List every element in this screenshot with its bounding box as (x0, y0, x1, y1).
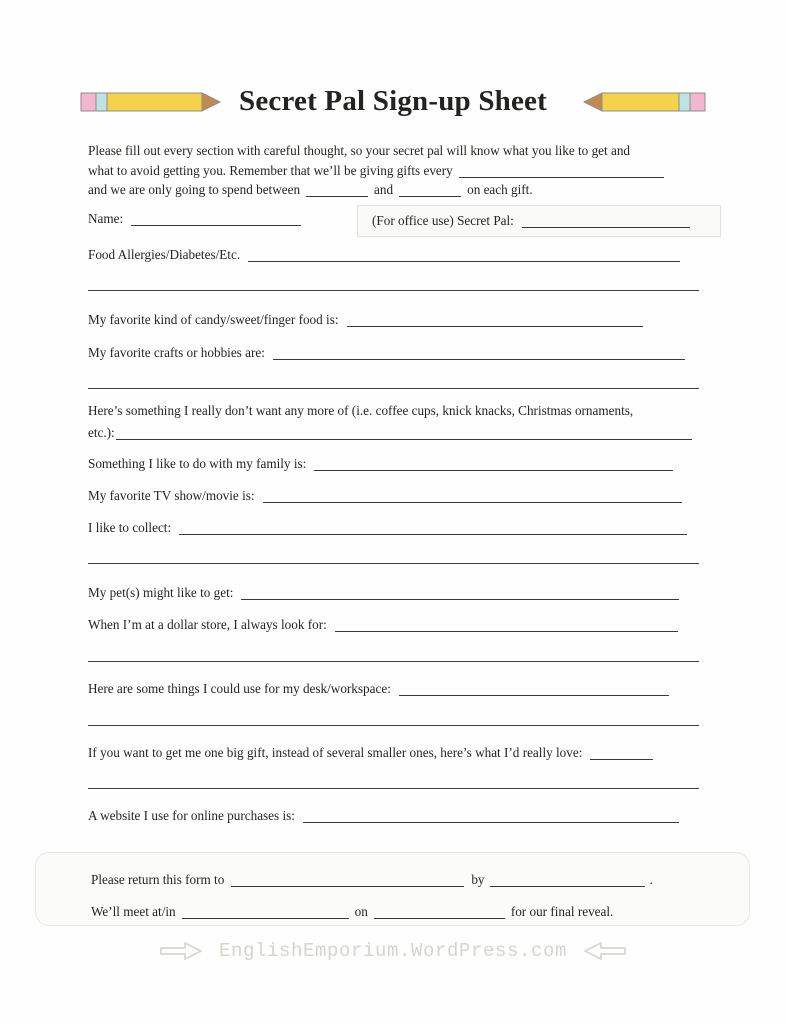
pencil-pointing-left-icon (561, 89, 706, 113)
question-label: Something I like to do with my family is: (88, 456, 307, 471)
question-collections (88, 520, 687, 536)
answer-blank[interactable] (116, 426, 692, 440)
spend-min-blank[interactable] (306, 183, 368, 197)
reveal-location-blank[interactable] (182, 905, 349, 919)
answer-blank[interactable] (241, 586, 679, 600)
answer-blank[interactable] (248, 248, 680, 262)
answer-blank[interactable] (263, 489, 682, 503)
arrow-left-outline-icon (583, 941, 627, 961)
return-recipient-blank[interactable] (231, 873, 464, 887)
question-label: My pet(s) might like to get: (88, 585, 234, 600)
gift-frequency-blank[interactable] (459, 164, 664, 178)
intro-line-2 (88, 161, 688, 181)
answer-blank-continued[interactable] (88, 788, 699, 789)
arrow-right-outline-icon (159, 941, 203, 961)
question-favorite-tv-show (88, 488, 682, 504)
question-pet-gifts (88, 585, 679, 601)
intro-line-3 (88, 180, 688, 200)
name-field-row (88, 211, 301, 227)
answer-blank-continued[interactable] (88, 388, 699, 389)
return-form-label-a: Please return this form to (91, 872, 225, 887)
answer-blank[interactable] (303, 809, 679, 823)
intro-line-2-text: what to avoid getting you. Remember that we’ll be giving gifts every (88, 162, 453, 178)
question-label: Here are some things I could use for my desk/workspace: (88, 681, 391, 696)
secret-pal-input-blank[interactable] (522, 214, 690, 228)
watermark-text: EnglishEmporium.WordPress.com (218, 940, 568, 962)
answer-blank[interactable] (335, 618, 678, 632)
question-family-activity (88, 456, 673, 472)
office-use-box (357, 205, 721, 237)
question-food-allergies (88, 247, 680, 263)
spend-max-blank[interactable] (399, 183, 461, 197)
question-label: My favorite crafts or hobbies are: (88, 345, 265, 360)
final-reveal-label-b: on (354, 904, 368, 919)
question-online-website (88, 808, 679, 824)
question-label: Food Allergies/Diabetes/Etc. (88, 247, 241, 262)
answer-blank[interactable] (347, 313, 643, 327)
question-crafts-hobbies (88, 345, 685, 361)
final-reveal-line (91, 904, 613, 920)
intro-line-3-text-a: and we are only going to spend between (88, 182, 301, 197)
question-dollar-store (88, 617, 678, 633)
question-desk-workspace (88, 681, 669, 697)
question-label: Here’s something I really don’t want any more of (i.e. coffee cups, knick knacks, Christmas ornaments, (88, 403, 634, 418)
office-use-label: (For office use) Secret Pal: (372, 213, 514, 228)
question-favorite-candy (88, 312, 643, 328)
return-form-label-c: . (649, 872, 653, 887)
question-label: etc.): (88, 425, 115, 440)
return-instructions-box (35, 852, 750, 926)
question-label: A website I use for online purchases is: (88, 808, 295, 823)
return-date-blank[interactable] (490, 873, 645, 887)
answer-blank-continued[interactable] (88, 563, 699, 564)
page-title: Secret Pal Sign-up Sheet (239, 84, 547, 117)
question-label: If you want to get me one big gift, instead of several smaller ones, here’s what I’d really love: (88, 745, 583, 760)
answer-blank-continued[interactable] (88, 725, 699, 726)
question-label: When I’m at a dollar store, I always look for: (88, 617, 327, 632)
return-form-label-b: by (471, 872, 485, 887)
answer-blank[interactable] (399, 682, 669, 696)
name-label: Name: (88, 211, 124, 226)
office-use-row (372, 213, 690, 229)
answer-blank[interactable] (314, 457, 673, 471)
intro-line-3-text-c: on each gift. (467, 182, 533, 197)
answer-blank-continued[interactable] (88, 290, 699, 291)
question-label: My favorite TV show/movie is: (88, 488, 255, 503)
pencil-pointing-right-icon (80, 89, 225, 113)
answer-blank[interactable] (273, 346, 685, 360)
intro-paragraph (88, 141, 688, 200)
footer-watermark-row (0, 936, 786, 966)
answer-blank[interactable] (590, 746, 653, 760)
question-label: I like to collect: (88, 520, 172, 535)
reveal-date-blank[interactable] (374, 905, 505, 919)
intro-line-1: Please fill out every section with careful thought, so your secret pal will know what you like to get and (88, 143, 631, 158)
intro-line-3-text-b: and (374, 182, 394, 197)
question-one-big-gift (88, 745, 653, 761)
answer-blank[interactable] (179, 521, 687, 535)
question-unwanted-items-line2 (88, 425, 692, 441)
final-reveal-label-c: for our final reveal. (510, 904, 614, 919)
name-input-blank[interactable] (131, 212, 301, 226)
final-reveal-label-a: We’ll meet at/in (91, 904, 176, 919)
return-form-line (91, 872, 653, 888)
question-unwanted-items (88, 403, 633, 419)
document-header (0, 78, 786, 124)
answer-blank-continued[interactable] (88, 661, 699, 662)
question-label: My favorite kind of candy/sweet/finger food is: (88, 312, 339, 327)
